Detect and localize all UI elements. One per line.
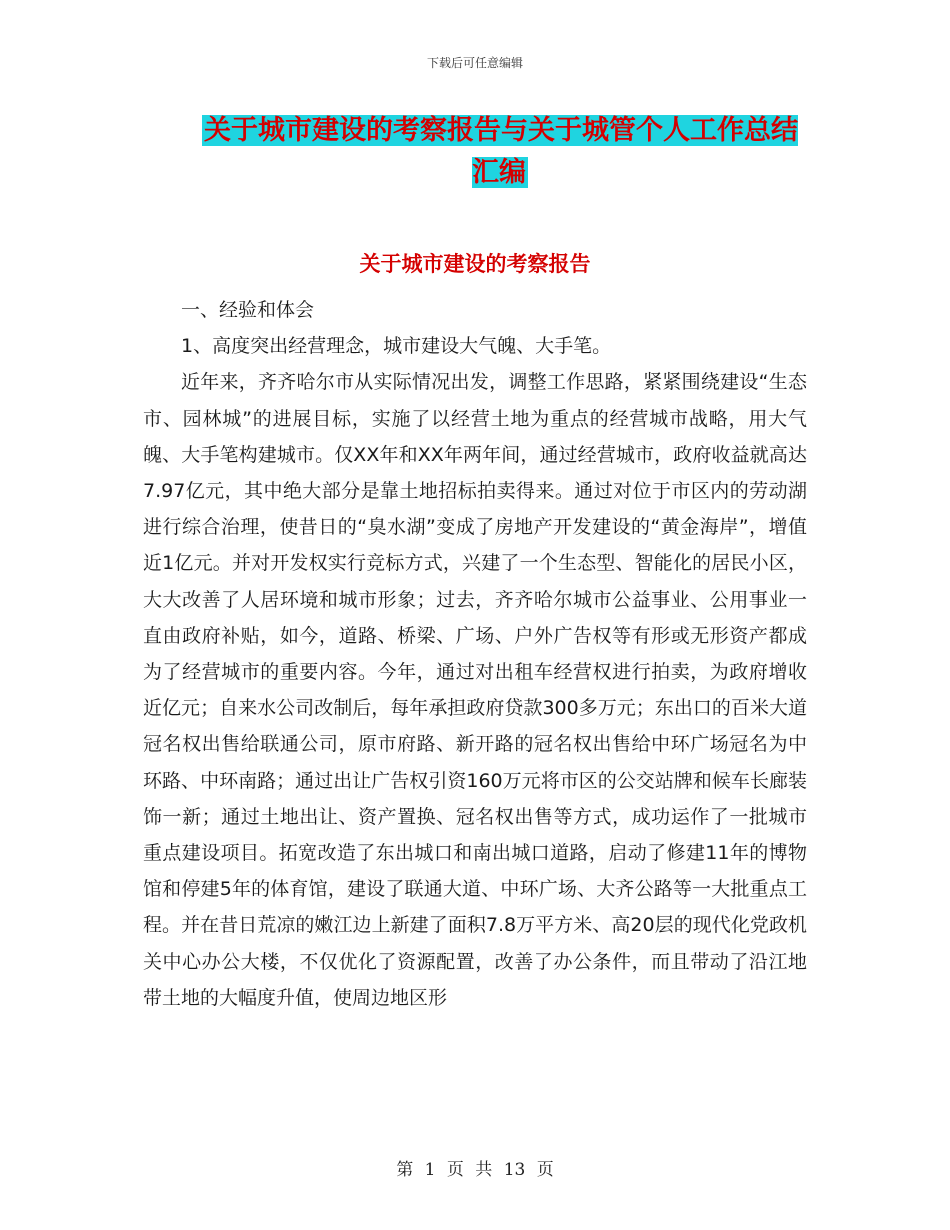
document-title-text: 关于城市建设的考察报告与关于城管个人工作总结汇编 xyxy=(204,115,798,188)
section-title: 关于城市建设的考察报告 xyxy=(359,252,591,276)
document-title xyxy=(190,110,810,194)
page-footer: 第 1 页 共 13 页 xyxy=(396,1160,554,1180)
header-note: 下载后可任意编辑 xyxy=(426,56,523,70)
body-text xyxy=(143,292,807,1016)
paragraph-heading: 一、经验和体会 xyxy=(181,299,315,321)
paragraph-subheading: 1、高度突出经营理念，城市建设大气魄、大手笔。 xyxy=(181,335,612,358)
paragraph-body: 近年来，齐齐哈尔市从实际情况出发，调整工作思路，紧紧围绕建设“生态市、园林城”的进展目标，实施了以经营土地为重点的经营城市战略，用大气魄、大手笔构建城市。仅XX年和XX年两年间，通过经营城市，政府收益就高达7.97亿元，其中绝大部分是靠土地招标拍卖得来。通过对位于市区内的劳动湖进行综合治理，使昔日的“臭水湖”变成了房地产开发建设的“黄金海岸”，增值近1亿元。并对开发权实行竞标方式，兴建了一个生态型、智能化的居民小区，大大改善了人居环境和城市形象；过去，齐齐哈尔城市公益事业、公用事业一直由政府补贴，如今，道路、桥梁、广场、户外广告权等有形或无形资产都成为了经营城市的重要内容。今年，通过对出租车经营权进行拍卖，为政府增收近亿元；自来水公司改制后，每年承担政府贷款300多万元；东出口的百米大道冠名权出售给联通公司，原市府路、新开路的冠名权出售给中环广场冠名为中环路、中环南路；通过出让广告权引资160万元将市区的公交站牌和候车长廊装饰一新；通过土地出让、资产置换、冠名权出售等方式，成功运作了一批城市重点建设项目。拓宽改造了东出城口和南出城口道路，启动了修建11年的博物馆和停建5年的体育馆，建设了联通大道、中环广场、大齐公路等一大批重点工程。并在昔日荒凉的嫩江边上新建了面积7.8万平方米、高20层的现代化党政机关中心办公大楼，不仅优化了资源配置，改善了办公条件，而且带动了沿江地带土地的大幅度升值，使周边地区形 xyxy=(143,371,807,1009)
